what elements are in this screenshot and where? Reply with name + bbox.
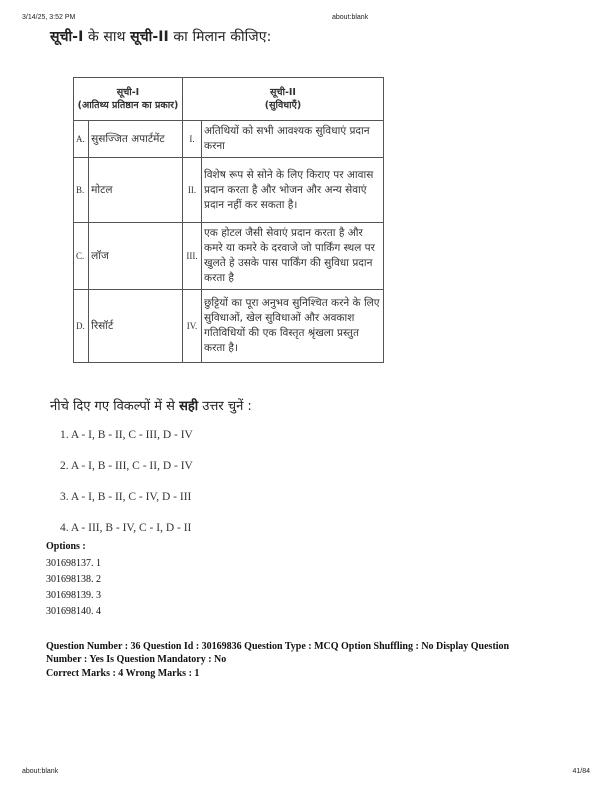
row-facility: एक होटल जैसी सेवाएं प्रदान करता है और कमरे या कमरे के दरवाजे जो पार्किंग स्थल पर खुलते हे उसके पास पार्किंग की सुविधा प्रदान करता है [202, 223, 384, 290]
answer-option-4[interactable]: 4. A - III, B - IV, C - I, D - II [60, 522, 192, 534]
list2-header [183, 78, 384, 121]
next-question-marks: Correct Marks : 4 Wrong Marks : 1 [46, 668, 200, 679]
row-roman: III. [183, 223, 202, 290]
option-id-4: 301698140. 4 [46, 606, 101, 617]
row-item: लॉज [89, 223, 183, 290]
row-roman: IV. [183, 290, 202, 363]
footer-url: about:blank [22, 768, 59, 775]
list1-header [74, 78, 183, 121]
option-id-3: 301698139. 3 [46, 590, 101, 601]
table-row [74, 223, 384, 290]
row-roman: II. [183, 158, 202, 223]
answer-option-1[interactable]: 1. A - I, B - II, C - III, D - IV [60, 429, 193, 441]
row-letter: C. [74, 223, 89, 290]
row-letter: B. [74, 158, 89, 223]
matching-table [73, 77, 384, 363]
instruction-end: उत्तर चुनें : [198, 399, 252, 414]
heading-tail: का मिलान कीजिए: [168, 29, 272, 45]
row-facility: अतिथियों को सभी आवश्यक सुविधाएं प्रदान करना [202, 121, 384, 158]
list1-title: सूची-I [116, 87, 140, 98]
heading-list1-num: I [78, 29, 84, 45]
options-label: Options : [46, 541, 86, 552]
instruction-emphasis: सही [179, 399, 199, 414]
next-question-info-cont: Number : Yes Is Question Mandatory : No [46, 654, 227, 665]
question-heading [50, 27, 271, 46]
table-row [74, 121, 384, 158]
row-facility: विशेष रूप से सोने के लिए किराए पर आवास प्रदान करता है और भोजन और अन्य सेवाएं प्रदान नहीं कर सकता है। [202, 158, 384, 223]
heading-list1: सूची- [50, 29, 79, 45]
table-header-row [74, 78, 384, 121]
next-question-info: Question Number : 36 Question Id : 30169836 Question Type : MCQ Option Shuffling : No Display Question [46, 641, 510, 652]
row-letter: D. [74, 290, 89, 363]
row-letter: A. [74, 121, 89, 158]
table-row [74, 158, 384, 223]
option-id-2: 301698138. 2 [46, 574, 101, 585]
answer-option-2[interactable]: 2. A - I, B - III, C - II, D - IV [60, 460, 193, 472]
list2-title: सूची-II [270, 87, 296, 98]
answer-instruction [50, 396, 252, 414]
row-item: रिसॉर्ट [89, 290, 183, 363]
row-roman: I. [183, 121, 202, 158]
page-number: 41/84 [572, 768, 590, 775]
row-item: सुसज्जित अपार्टमेंट [89, 121, 183, 158]
instruction-start: नीचे दिए गए विकल्पों में से [50, 399, 180, 414]
heading-list2: सूची- [130, 29, 159, 45]
row-facility: छुट्टियों का पूरा अनुभव सुनिश्चित करने के लिए सुविधाओं, खेल सुविधाओं और अवकाश गतिविधियों की एक विस्तृत श्रृंखला प्रस्तुत करता है। [202, 290, 384, 363]
option-id-1: 301698137. 1 [46, 558, 101, 569]
list2-subtitle: (सुविधाएँ) [264, 100, 302, 111]
heading-list2-num: II [158, 29, 169, 45]
table-row [74, 290, 384, 363]
list1-subtitle: (आतिथ्य प्रतिष्ठान का प्रकार) [77, 100, 179, 111]
print-url: about:blank [332, 14, 369, 21]
print-datetime: 3/14/25, 3:52 PM [22, 14, 76, 21]
row-item: मोटल [89, 158, 183, 223]
heading-connector: के साथ [83, 29, 131, 45]
answer-option-3[interactable]: 3. A - I, B - II, C - IV, D - III [60, 491, 192, 503]
